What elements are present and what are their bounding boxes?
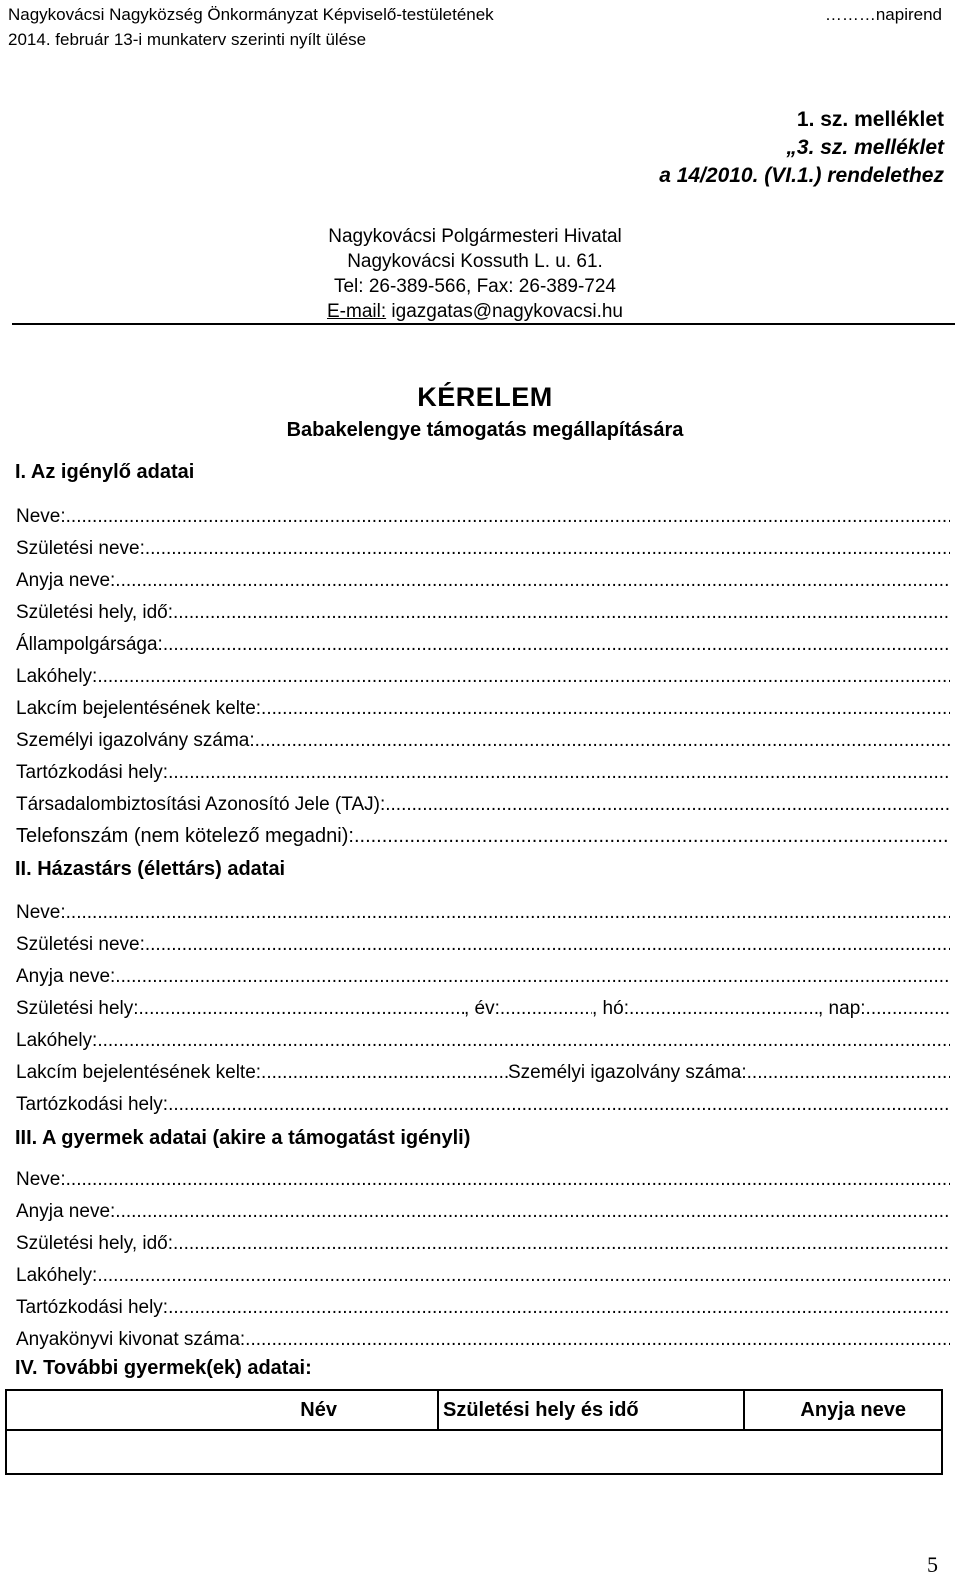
field-label: Neve: — [16, 506, 66, 527]
annex-line-1: 1. sz. melléklet — [796, 108, 944, 131]
s2-birth-name-field[interactable] — [16, 930, 950, 956]
field-label: Lakcím bejelentésének kelte: — [16, 1062, 262, 1083]
field-label: Tartózkodási hely: — [16, 762, 169, 783]
annex-line-2: „3. sz. melléklet — [786, 136, 944, 159]
annex-line-3: a 14/2010. (VI.1.) rendelethez — [659, 164, 944, 187]
section-4-heading: IV. További gyermek(ek) adatai: — [15, 1357, 312, 1379]
form-title: KÉRELEM — [417, 382, 553, 412]
field-label: Személyi igazolvány száma: — [508, 1062, 747, 1083]
fill-line — [115, 570, 950, 592]
office-phone: Tel: 26-389-566, Fax: 26-389-724 — [333, 276, 616, 297]
fill-line — [629, 998, 818, 1020]
field-label: Lakcím bejelentésének kelte: — [16, 698, 262, 719]
fill-line — [866, 998, 950, 1020]
fill-line — [139, 998, 464, 1020]
s2-birth-month-field[interactable] — [592, 998, 818, 1020]
section-2-heading: II. Házastárs (élettárs) adatai — [15, 858, 286, 880]
fill-line — [747, 1062, 950, 1084]
section-1-heading: I. Az igénylő adatai — [15, 461, 195, 483]
fill-line — [500, 998, 592, 1020]
field-label: Lakóhely: — [16, 1265, 98, 1286]
s2-registration-date-field[interactable] — [16, 1062, 508, 1084]
column-header-mother: Anyja neve — [744, 1390, 942, 1430]
email-link[interactable]: igazgatas@nagykovacsi.hu — [391, 301, 623, 322]
header-council-line: Nagykovácsi Nagyközség Önkormányzat Képviselő-testületének — [8, 5, 494, 24]
field-label: Születési neve: — [16, 538, 145, 559]
s3-stay-place-field[interactable] — [16, 1293, 950, 1319]
header-agenda-item: ………napirend — [824, 5, 942, 24]
fill-line — [66, 902, 950, 924]
s1-name-field[interactable] — [16, 502, 950, 528]
s1-citizenship-field[interactable] — [16, 630, 950, 656]
table-cell[interactable] — [744, 1430, 942, 1474]
fill-line — [173, 602, 950, 624]
field-label: Születési hely, idő: — [16, 1233, 174, 1254]
field-label: Születési neve: — [16, 934, 145, 955]
field-label: Társadalombiztosítási Azonosító Jele (TAJ): — [16, 794, 386, 815]
field-label: Tartózkodási hely: — [16, 1297, 169, 1318]
s1-birth-name-field[interactable] — [16, 534, 950, 560]
fill-line — [168, 1094, 950, 1116]
s2-birth-date-row[interactable] — [16, 994, 950, 1020]
s3-birth-certificate-field[interactable] — [16, 1325, 950, 1351]
fill-line — [168, 762, 950, 784]
s1-taj-field[interactable] — [16, 790, 950, 816]
s1-id-number-field[interactable] — [16, 726, 950, 752]
section-3-heading: III. A gyermek adatai (akire a támogatást igényli) — [15, 1127, 471, 1149]
fill-line — [173, 1233, 950, 1255]
page-number: 5 — [927, 1552, 938, 1577]
s2-birth-year-field[interactable] — [464, 998, 592, 1020]
s2-id-number-field[interactable] — [508, 1062, 950, 1084]
fill-line — [115, 1201, 950, 1223]
fill-line — [354, 825, 950, 848]
field-label: Lakóhely: — [16, 666, 98, 687]
s1-residence-field[interactable] — [16, 662, 950, 688]
fill-line — [97, 666, 950, 688]
column-header-birth: Születési hely és idő — [438, 1390, 744, 1430]
office-address: Nagykovácsi Kossuth L. u. 61. — [347, 251, 603, 272]
s3-mother-name-field[interactable] — [16, 1197, 950, 1223]
s3-birth-place-date-field[interactable] — [16, 1229, 950, 1255]
field-label: Anyja neve: — [16, 1201, 116, 1222]
s2-residence-field[interactable] — [16, 1026, 950, 1052]
field-label: , év: — [464, 998, 500, 1019]
field-label: Személyi igazolvány száma: — [16, 730, 255, 751]
table-cell[interactable] — [438, 1430, 744, 1474]
fill-line — [97, 1265, 950, 1287]
s2-birth-place-field[interactable] — [16, 998, 464, 1020]
header-meeting-line: 2014. február 13-i munkaterv szerinti nyílt ülése — [8, 30, 367, 49]
field-label: Születési hely, idő: — [16, 602, 174, 623]
fill-line — [97, 1030, 950, 1052]
form-subtitle: Babakelengye támogatás megállapítására — [286, 419, 684, 441]
fill-line — [261, 1062, 508, 1084]
field-label: Állampolgársága: — [16, 634, 163, 655]
fill-line — [385, 794, 950, 816]
field-label: , hó: — [592, 998, 629, 1019]
s2-birth-day-field[interactable] — [818, 998, 950, 1020]
fill-line — [66, 1169, 950, 1191]
fill-line — [145, 934, 950, 956]
s1-registration-date-field[interactable] — [16, 694, 950, 720]
document-header-left — [8, 2, 494, 52]
field-label: Anyja neve: — [16, 570, 116, 591]
annex-reference — [659, 106, 944, 190]
s2-stay-place-field[interactable] — [16, 1090, 950, 1116]
fill-line — [255, 730, 950, 752]
s1-stay-place-field[interactable] — [16, 758, 950, 784]
s3-residence-field[interactable] — [16, 1261, 950, 1287]
table-header-row — [6, 1390, 942, 1430]
s1-birth-place-date-field[interactable] — [16, 598, 950, 624]
s2-mother-name-field[interactable] — [16, 962, 950, 988]
s1-phone-field[interactable] — [16, 822, 950, 848]
fill-line — [168, 1297, 950, 1319]
s1-mother-name-field[interactable] — [16, 566, 950, 592]
fill-line — [66, 506, 950, 528]
table-cell[interactable] — [6, 1430, 438, 1474]
field-label: Neve: — [16, 1169, 66, 1190]
fill-line — [245, 1329, 950, 1351]
email-label: E-mail: — [327, 301, 387, 322]
field-label: Anyja neve: — [16, 966, 116, 987]
column-header-name: Név — [6, 1390, 438, 1430]
field-label: Neve: — [16, 902, 66, 923]
table-row — [6, 1430, 942, 1474]
field-label: Telefonszám (nem kötelező megadni): — [16, 825, 354, 847]
s2-name-field[interactable] — [16, 898, 950, 924]
office-block — [0, 224, 950, 324]
fill-line — [145, 538, 950, 560]
fill-line — [261, 698, 950, 720]
office-name: Nagykovácsi Polgármesteri Hivatal — [328, 226, 622, 247]
field-label: Lakóhely: — [16, 1030, 98, 1051]
header-divider — [12, 323, 955, 325]
field-label: Anyakönyvi kivonat száma: — [16, 1329, 246, 1350]
office-email-line — [0, 299, 950, 324]
field-label: Születési hely: — [16, 998, 139, 1019]
field-label: , nap: — [818, 998, 866, 1019]
s3-name-field[interactable] — [16, 1165, 950, 1191]
fill-line — [115, 966, 950, 988]
fill-line — [163, 634, 950, 656]
additional-children-table — [5, 1389, 943, 1475]
s2-reg-id-row[interactable] — [16, 1058, 950, 1084]
field-label: Tartózkodási hely: — [16, 1094, 169, 1115]
